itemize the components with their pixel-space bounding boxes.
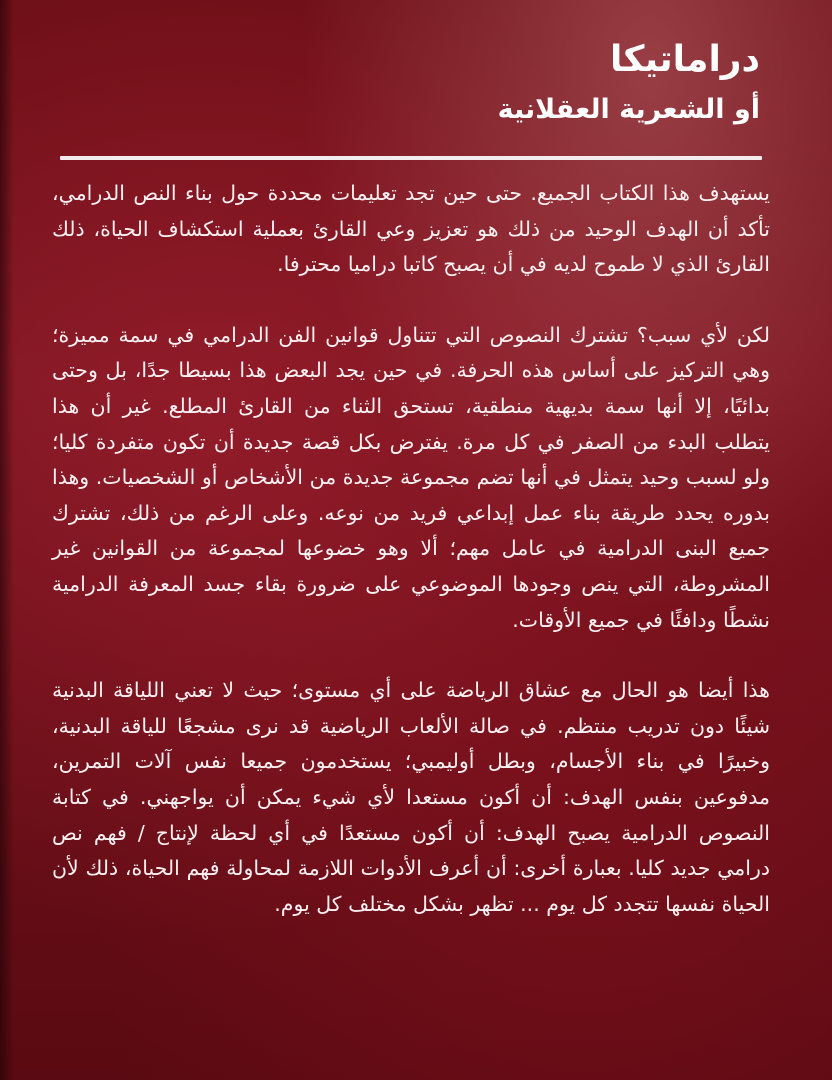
paragraph-1: يستهدف هذا الكتاب الجميع. حتى حين تجد تعليمات محددة حول بناء النص الدرامي، تأكد أن الهدف الوحيد من ذلك هو تعزيز وعي القارئ بعملية استكشاف الحياة، ذلك القارئ الذي لا طموح لديه في أن يصبح كاتبا دراميا محترفا. xyxy=(52,181,770,277)
title-block xyxy=(498,38,760,128)
book-title: دراماتيكا xyxy=(609,39,760,80)
paragraph-3: هذا أيضا هو الحال مع عشاق الرياضة على أي مستوى؛ حيث لا تعني اللياقة البدنية شيئًا دون تدريب منتظم. في صالة الألعاب الرياضية قد نرى مشجعًا للياقة البدنية، وخبيرًا في بناء الأجسام، وبطل أوليمبي؛ يستخدمون جميعا نفس آلات التمرين، مدفوعين بنفس الهدف: أن أكون مستعدا لأي شيء يمكن أن يواجهني. في كتابة النصوص الدرامية يصبح الهدف: أن أكون مستعدًا في أي لحظة لإنتاج / فهم نص درامي جديد كليا. بعبارة أخرى: أن أعرف الأدوات اللازمة لمحاولة فهم الحياة، ذلك لأن الحياة نفسها تتجدد كل يوم ... تظهر بشكل مختلف كل يوم. xyxy=(52,678,770,916)
cover-edge-shadow xyxy=(0,0,14,1080)
book-subtitle: أو الشعرية العقلانية xyxy=(497,94,760,125)
paragraph-2: لكن لأي سبب؟ تشترك النصوص التي تتناول قوانين الفن الدرامي في سمة مميزة؛ وهي التركيز على أساس هذه الحرفة. في حين يجد البعض هذا بسيطا جدًا، بل وحتى بدائيًا، إلا أنها سمة بديهية منطقية، تستحق الثناء من القارئ المطلع. غير أن هذا يتطلب البدء من الصفر في كل مرة. يفترض بكل قصة جديدة أن تكون متفردة كليا؛ ولو لسبب وحيد يتمثل في أنها تضم مجموعة جديدة من الأشخاص أو الشخصيات. وهذا بدوره يحدد طريقة بناء عمل إبداعي فريد من نوعه. وعلى الرغم من ذلك، تشترك جميع البنى الدرامية في عامل مهم؛ ألا وهو خضوعها لمجموعة من القوانين غير المشروطة، التي ينص وجودها الموضوعي على ضرورة بقاء جسد المعرفة الدرامية نشطًا ودافئًا في جميع الأوقات. xyxy=(52,322,770,632)
blurb-text xyxy=(52,176,770,957)
title-divider xyxy=(60,156,762,160)
